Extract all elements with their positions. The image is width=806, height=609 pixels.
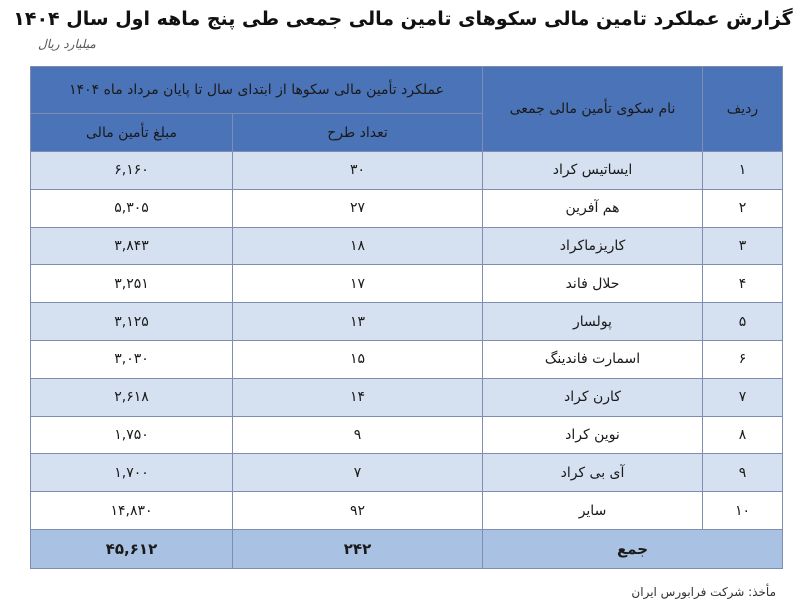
platform-name: ایساتیس کراد bbox=[483, 152, 703, 190]
project-count: ۱۳ bbox=[233, 303, 483, 341]
funding-amount: ۱,۷۵۰ bbox=[31, 416, 233, 454]
platform-name: پولسار bbox=[483, 303, 703, 341]
funding-table bbox=[30, 66, 783, 569]
table-row bbox=[31, 454, 783, 492]
funding-amount: ۱۴,۸۳۰ bbox=[31, 492, 233, 530]
row-index: ۱۰ bbox=[703, 492, 783, 530]
source-note: مأخذ: شرکت فرابورس ایران bbox=[631, 585, 776, 599]
funding-amount: ۱,۷۰۰ bbox=[31, 454, 233, 492]
funding-amount: ۳,۱۲۵ bbox=[31, 303, 233, 341]
total-funding-amount: ۴۵,۶۱۲ bbox=[31, 529, 233, 568]
total-label: جمع bbox=[483, 529, 783, 568]
platform-name: نوین کراد bbox=[483, 416, 703, 454]
unit-label: میلیارد ریال bbox=[38, 37, 96, 51]
table-row bbox=[31, 303, 783, 341]
platform-name: حلال فاند bbox=[483, 265, 703, 303]
row-index: ۴ bbox=[703, 265, 783, 303]
platform-name: آی بی کراد bbox=[483, 454, 703, 492]
table-row bbox=[31, 378, 783, 416]
platform-name: کاریزماکراد bbox=[483, 227, 703, 265]
project-count: ۷ bbox=[233, 454, 483, 492]
table-row bbox=[31, 265, 783, 303]
funding-amount: ۵,۳۰۵ bbox=[31, 189, 233, 227]
funding-amount: ۲,۶۱۸ bbox=[31, 378, 233, 416]
row-index: ۶ bbox=[703, 340, 783, 378]
row-index: ۵ bbox=[703, 303, 783, 341]
platform-name: کارن کراد bbox=[483, 378, 703, 416]
table-row bbox=[31, 227, 783, 265]
header-funding-amount: مبلغ تأمین مالی bbox=[31, 114, 233, 152]
project-count: ۲۷ bbox=[233, 189, 483, 227]
platform-name: سایر bbox=[483, 492, 703, 530]
row-index: ۸ bbox=[703, 416, 783, 454]
row-index: ۳ bbox=[703, 227, 783, 265]
funding-amount: ۳,۲۵۱ bbox=[31, 265, 233, 303]
row-index: ۲ bbox=[703, 189, 783, 227]
report-title: گزارش عملکرد تامین مالی سکوهای تامین مالی جمعی طی پنج ماهه اول سال ۱۴۰۴ bbox=[13, 8, 793, 30]
total-project-count: ۲۴۲ bbox=[233, 529, 483, 568]
project-count: ۹ bbox=[233, 416, 483, 454]
table-row bbox=[31, 189, 783, 227]
header-performance-group: عملکرد تأمین مالی سکوها از ابتدای سال تا پایان مرداد ماه ۱۴۰۴ bbox=[31, 67, 483, 114]
project-count: ۱۴ bbox=[233, 378, 483, 416]
header-platform-name: نام سکوی تأمین مالی جمعی bbox=[483, 67, 703, 152]
table-row bbox=[31, 340, 783, 378]
project-count: ۳۰ bbox=[233, 152, 483, 190]
row-index: ۹ bbox=[703, 454, 783, 492]
row-index: ۷ bbox=[703, 378, 783, 416]
platform-name: هم آفرین bbox=[483, 189, 703, 227]
table-row bbox=[31, 492, 783, 530]
table-row bbox=[31, 152, 783, 190]
table-row bbox=[31, 416, 783, 454]
funding-amount: ۳,۰۳۰ bbox=[31, 340, 233, 378]
funding-amount: ۳,۸۴۳ bbox=[31, 227, 233, 265]
platform-name: اسمارت فاندینگ bbox=[483, 340, 703, 378]
header-row-index: ردیف bbox=[703, 67, 783, 152]
project-count: ۱۸ bbox=[233, 227, 483, 265]
row-index: ۱ bbox=[703, 152, 783, 190]
funding-amount: ۶,۱۶۰ bbox=[31, 152, 233, 190]
project-count: ۱۷ bbox=[233, 265, 483, 303]
header-project-count: تعداد طرح bbox=[233, 114, 483, 152]
project-count: ۹۲ bbox=[233, 492, 483, 530]
total-row bbox=[31, 529, 783, 568]
project-count: ۱۵ bbox=[233, 340, 483, 378]
